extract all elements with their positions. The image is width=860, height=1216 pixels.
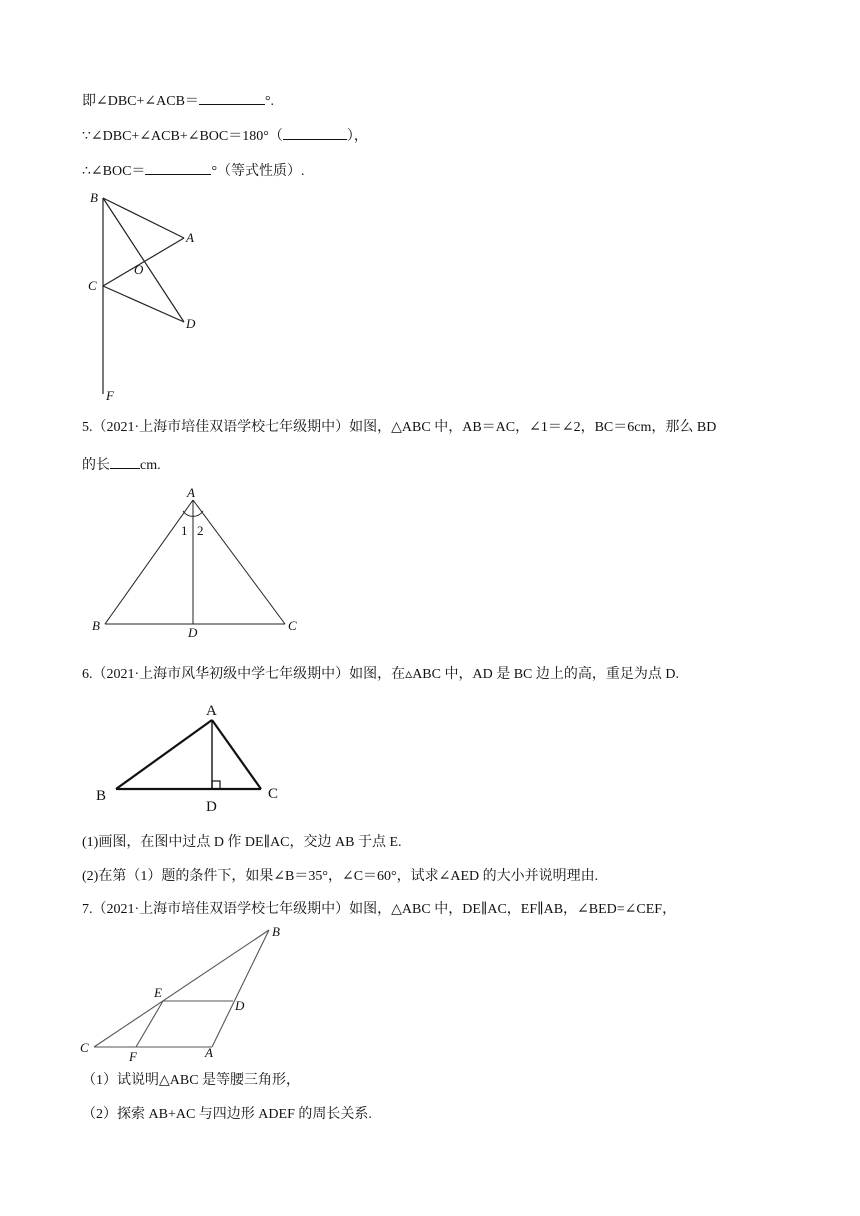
q5-line-2-suffix: cm. — [140, 458, 161, 473]
q7-sub-2: （2）探索 AB+AC 与四边形 ADEF 的周长关系. — [82, 1107, 372, 1122]
label-f: F — [129, 1049, 137, 1064]
label-d: D — [186, 316, 196, 331]
label-c: C — [268, 786, 279, 802]
q7-sub-1: （1）试说明△ABC 是等腰三角形， — [82, 1073, 301, 1088]
label-c: C — [288, 618, 297, 633]
label-b: B — [96, 788, 107, 804]
q4-line-2-text: ∵∠DBC+∠ACB+∠BOC＝180°（ — [82, 129, 283, 144]
label-d: D — [188, 625, 198, 640]
q4-line-1 — [82, 90, 274, 111]
label-2: 2 — [197, 523, 204, 538]
label-d: D — [206, 799, 217, 815]
figure-q5 — [85, 484, 315, 644]
q4-line-3 — [82, 160, 305, 181]
q4-line-1-text: 即∠DBC+∠ACB＝ — [82, 94, 199, 109]
label-a: A — [206, 703, 217, 719]
figure-q6 — [88, 700, 298, 820]
q5-line-1: 5.（2021·上海市培佳双语学校七年级期中）如图，△ABC 中，AB＝AC，∠1＝∠2，BC＝6cm，那么 BD — [82, 420, 717, 435]
label-c: C — [80, 1040, 89, 1055]
answer-blank[interactable] — [199, 90, 265, 105]
label-f: F — [106, 388, 114, 403]
q6-sub-1: (1)画图，在图中过点 D 作 DE∥AC，交边 AB 于点 E. — [82, 835, 402, 850]
label-a: A — [186, 230, 194, 245]
label-b: B — [90, 190, 98, 205]
figure-q7 — [74, 924, 294, 1064]
label-o: O — [134, 262, 144, 277]
label-d: D — [235, 998, 245, 1013]
q4-line-2-suffix: ）， — [346, 129, 368, 144]
q7-line-1: 7.（2021·上海市培佳双语学校七年级期中）如图，△ABC 中，DE∥AC，EF∥AB，∠BED=∠CEF， — [82, 902, 677, 917]
q4-line-1-suffix: °. — [264, 94, 275, 109]
label-b: B — [92, 618, 100, 633]
q4-line-3-suffix: °（等式性质）. — [211, 164, 305, 179]
label-c: C — [88, 278, 97, 293]
label-a: A — [205, 1045, 213, 1060]
answer-blank[interactable] — [110, 454, 140, 469]
q4-line-2 — [82, 125, 368, 146]
label-a: A — [187, 485, 195, 500]
q5-line-2 — [82, 454, 161, 475]
q6-sub-2: (2)在第（1）题的条件下，如果∠B＝35°，∠C＝60°，试求∠AED 的大小并说明理由. — [82, 869, 599, 884]
label-b: B — [272, 924, 280, 939]
q4-line-3-text: ∴∠BOC＝ — [82, 164, 146, 179]
label-e: E — [154, 985, 162, 1000]
figure-q4 — [80, 186, 220, 406]
q6-line-1: 6.（2021·上海市风华初级中学七年级期中）如图，在▵ABC 中，AD 是 BC 边上的高，重足为点 D. — [82, 667, 679, 682]
answer-blank[interactable] — [145, 160, 211, 175]
label-1: 1 — [181, 523, 188, 538]
q5-line-2-text: 的长 — [82, 458, 110, 473]
answer-blank[interactable] — [283, 125, 347, 140]
